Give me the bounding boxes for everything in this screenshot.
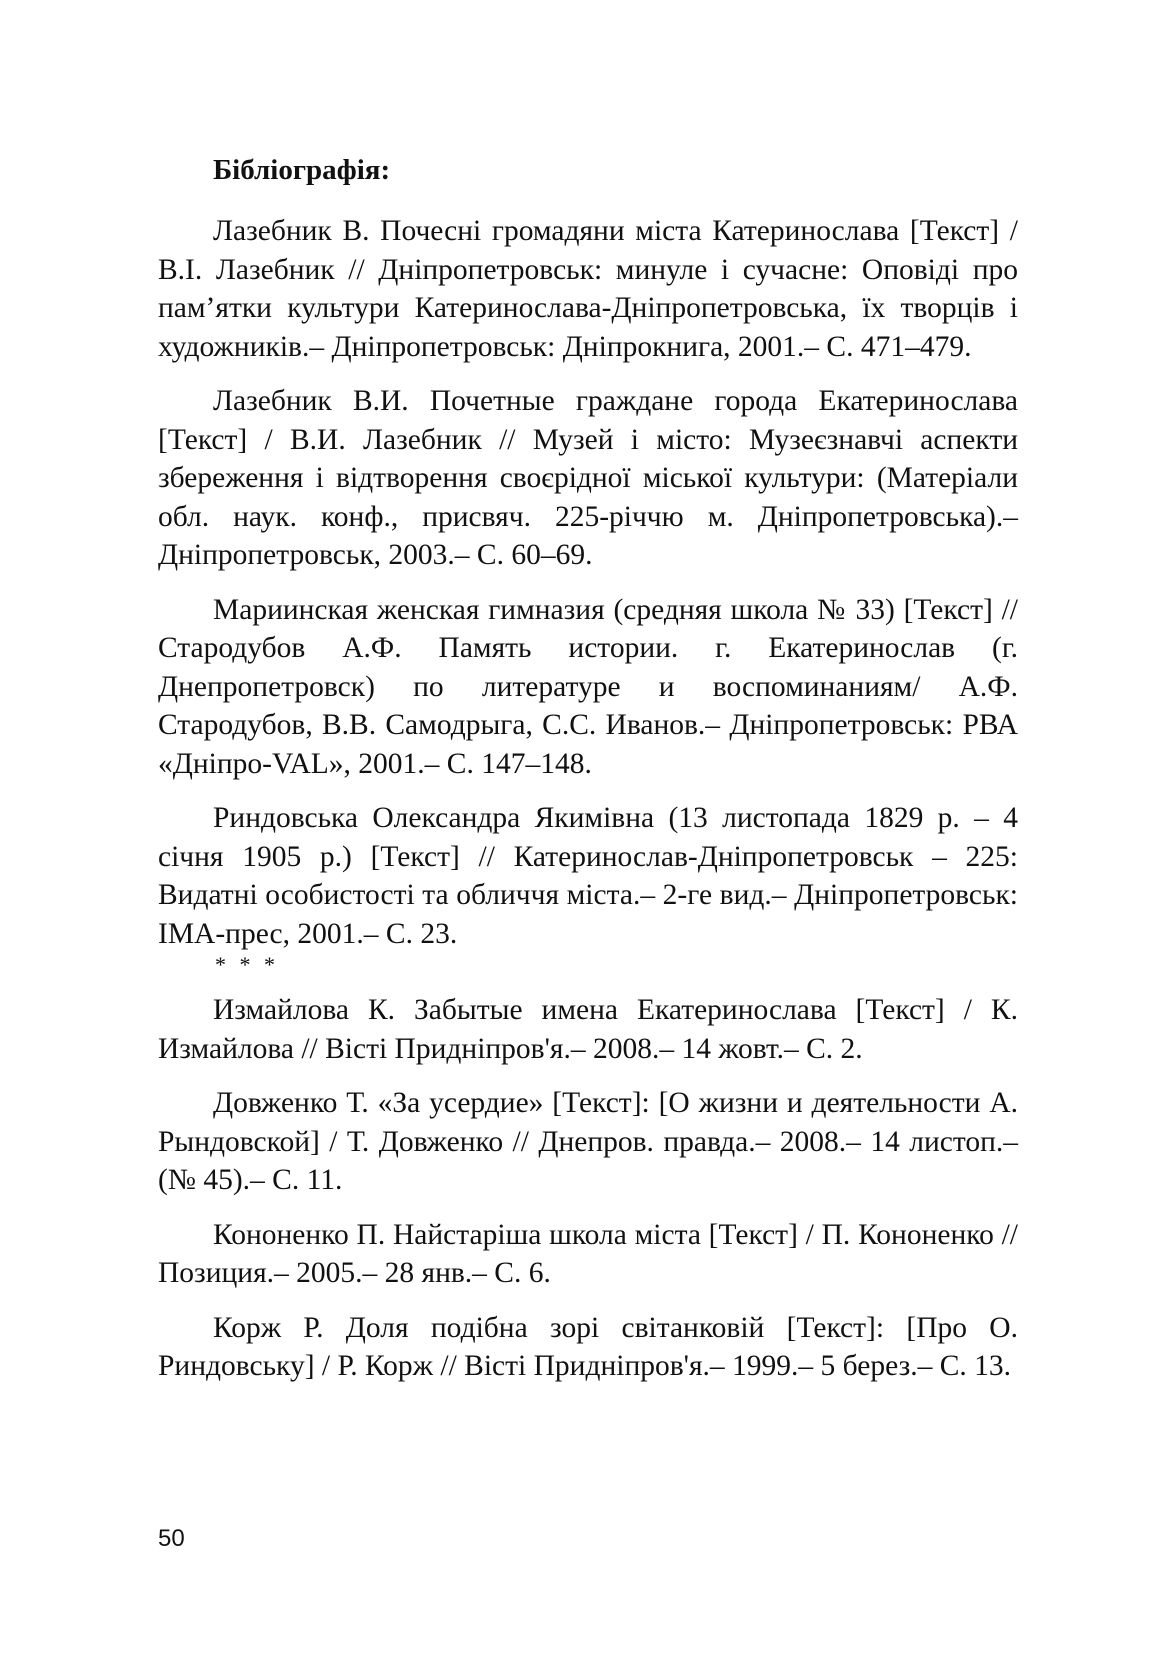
bibliography-entry: Мариинская женская гимназия (средняя школа № 33) [Текст] // Стародубов А.Ф. Память истории. г. Екатеринослав (г. Днепропетровск) по литературе и воспоминаниям/ А.Ф. Стародубов, В.В. Самодрыга, С.С. Иванов.– Дніпропетровськ: РВА «Дніпро-VAL», 2001.– С. 147–148. [158, 593, 1018, 780]
bibliography-entry: Довженко Т. «За усердие» [Текст]: [О жизни и деятельности А. Рындовской] / Т. Довженко // Днепров. правда.– 2008.– 14 листоп.– (№ 45).– С. 11. [158, 1087, 1018, 1196]
bibliography-entry: Лазебник В.И. Почетные граждане города Екатеринослава [Текст] / В.И. Лазебник // Музей і місто: Музеєзнавчі аспекти збереження і відтворення своєрідної міської культури: (Матеріали обл. наук. конф., присвяч. 225-річчю м. Дніпропетровська).– Дніпропетровськ, 2003.– С. 60–69. [158, 385, 1018, 571]
bibliography-entry: Кононенко П. Найстаріша школа міста [Текст] / П. Кононенко // Позиция.– 2005.– 28 янв.– С. 6. [158, 1218, 1018, 1289]
bibliography-page [158, 152, 1018, 1402]
bibliography-entry: Лазебник В. Почесні громадяни міста Катеринослава [Текст] / В.І. Лазебник // Дніпропетровськ: минуле і сучасне: Оповіді про пам’ятки культури Катеринослава-Дніпропетровська, їх творців і художників.– Дніпропетровськ: Дніпрокнига, 2001.– С. 471–479. [158, 215, 1018, 363]
bibliography-heading: Бібліографія: [213, 154, 391, 186]
bibliography-entry: Риндовська Олександра Якимівна (13 листопада 1829 р. – 4 січня 1905 р.) [Текст] // Катеринослав-Дніпропетровськ – 225: Видатні особистості та обличчя міста.– 2-ге вид.– Дніпропетровськ: ІМА-прес, 2001.– С. 23. [158, 802, 1018, 950]
page-number: 50 [158, 1525, 185, 1552]
bibliography-entry: Корж Р. Доля подібна зорі світанковій [Текст]: [Про О. Риндовську] / Р. Корж // Вісті Придніпров'я.– 1999.– 5 берез.– С. 13. [158, 1311, 1018, 1382]
bibliography-entry: Измайлова К. Забытые имена Екатеринослава [Текст] / К. Измайлова // Вісті Придніпров'я.– 2008.– 14 жовт.– С. 2. [158, 994, 1018, 1065]
section-separator: * * * [215, 952, 279, 977]
